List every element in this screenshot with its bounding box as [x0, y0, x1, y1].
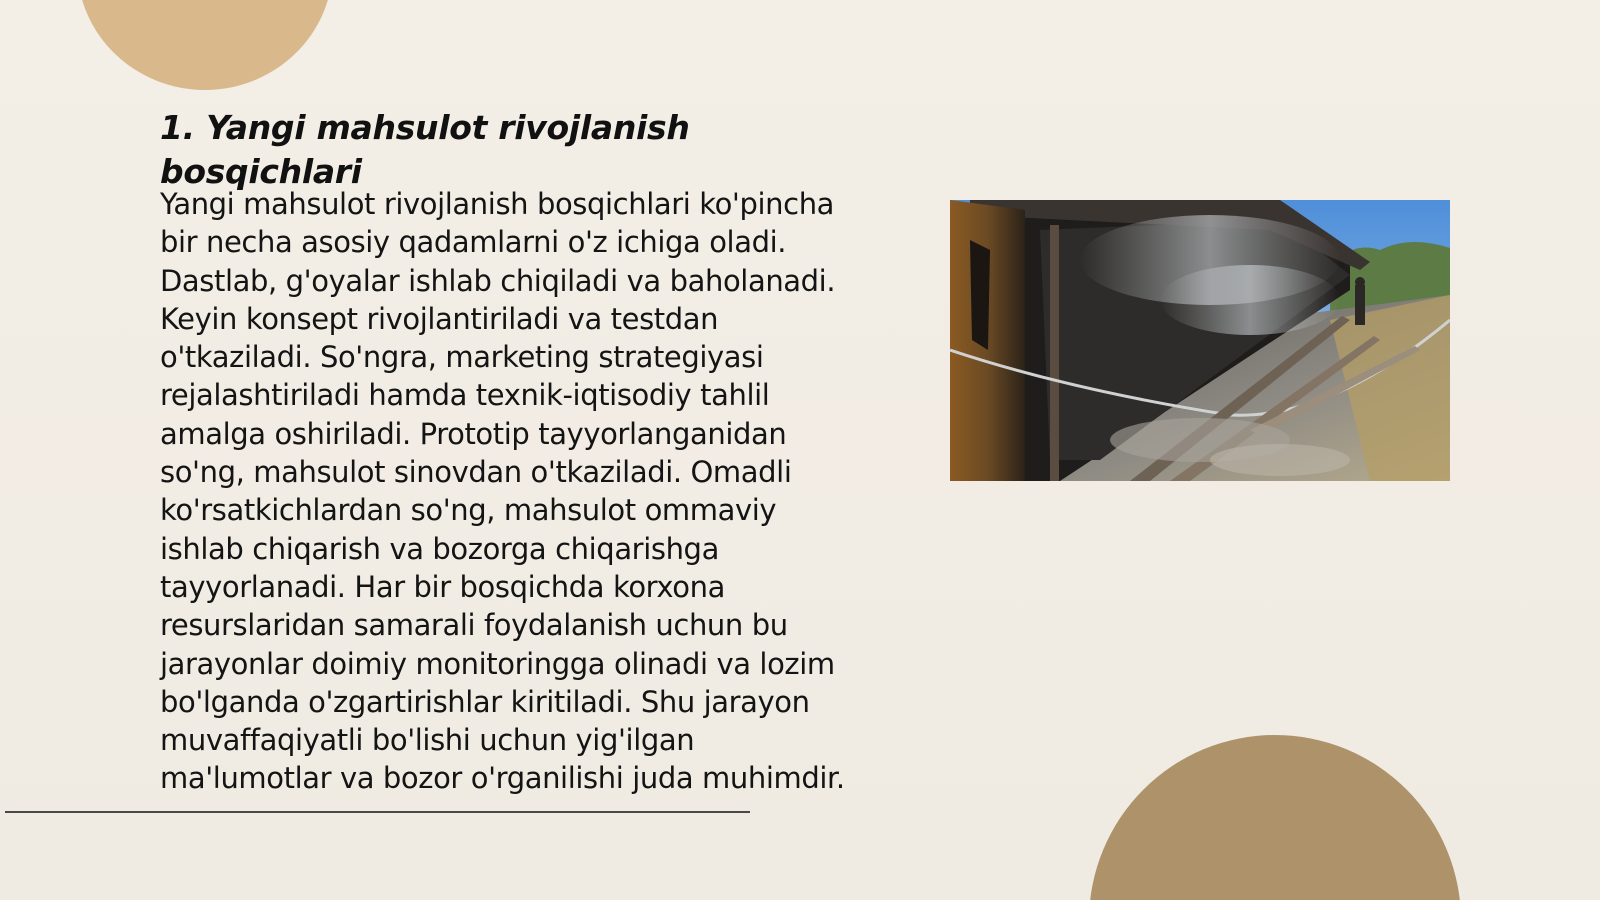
photo-illustration — [950, 200, 1450, 481]
burned-building-photo — [950, 200, 1450, 481]
decorative-circle-top — [77, 0, 333, 90]
horizontal-rule — [5, 811, 750, 813]
slide-title: 1. Yangi mahsulot rivojlanish bosqichlari — [160, 108, 690, 191]
slide-body-text: Yangi mahsulot rivojlanish bosqichlari ko'pincha bir necha asosiy qadamlarni o'z ichiga oladi. Dastlab, g'oyalar ishlab chiqiladi va baholanadi. Keyin konsept rivojlantiriladi va testdan o'tkaziladi. So'ngra, marketing strategiyasi rejalashtiriladi hamda texnik-iqtisodiy tahlil amalga oshiriladi. Prototip tayyorlanganidan so'ng, mahsulot sinovdan o'tkaziladi. Omadli ko'rsatkichlardan so'ng, mahsulot ommaviy ishlab chiqarish va bozorga chiqarishga tayyorlanadi. Har bir bosqichda korxona resurslaridan samarali foydalanish uchun bu jarayonlar doimiy monitoringga olinadi va lozim bo'lganda o'zgartirishlar kiritiladi. Shu jarayon muvaffaqiyatli bo'lishi uchun yig'ilgan ma'lumotlar va bozor o'rganilishi juda muhimdir. — [160, 187, 845, 796]
decorative-circle-bottom — [1089, 735, 1461, 900]
